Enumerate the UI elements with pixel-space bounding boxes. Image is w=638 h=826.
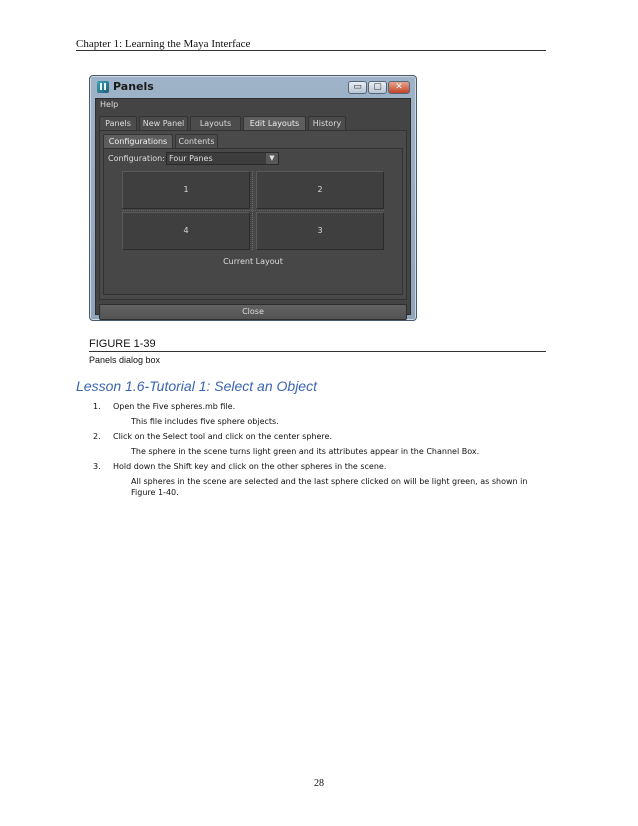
- step-number: 3.: [93, 462, 101, 471]
- panels-dialog-window: [89, 75, 417, 321]
- step-note: The sphere in the scene turns light green and its attributes appear in the Channel Box.: [131, 447, 480, 456]
- layout-pane-4[interactable]: 4: [122, 212, 250, 250]
- window-title: Panels: [113, 80, 154, 93]
- step-text: Hold down the Shift key and click on the other spheres in the scene.: [113, 462, 387, 471]
- configuration-dropdown[interactable]: [166, 152, 279, 165]
- subtab-configurations[interactable]: Configurations: [103, 134, 173, 148]
- horizontal-splitter-handle[interactable]: [122, 210, 384, 212]
- close-button[interactable]: Close: [99, 304, 407, 320]
- figure-label: FIGURE 1-39: [89, 338, 156, 350]
- edit-layouts-tab-body: [99, 130, 407, 300]
- maximize-button[interactable]: ▢: [368, 81, 387, 94]
- dialog-client-area: [95, 98, 411, 315]
- minimize-button[interactable]: ▭: [348, 81, 367, 94]
- header-rule: [76, 50, 546, 51]
- chevron-down-icon[interactable]: ▼: [266, 153, 278, 164]
- step-note: This file includes five sphere objects.: [131, 417, 279, 426]
- menu-bar: [96, 99, 410, 115]
- maya-app-icon: [97, 81, 109, 93]
- step-text: Open the Five spheres.mb file.: [113, 402, 236, 411]
- tab-history[interactable]: History: [308, 116, 346, 130]
- layout-pane-1[interactable]: 1: [122, 171, 250, 209]
- step-number: 2.: [93, 432, 101, 441]
- subtab-contents[interactable]: Contents: [175, 134, 218, 148]
- configuration-value: Four Panes: [169, 154, 213, 163]
- close-window-button[interactable]: ✕: [388, 81, 410, 94]
- figure-rule: [89, 351, 546, 352]
- step-number: 1.: [93, 402, 101, 411]
- running-header: Chapter 1: Learning the Maya Interface: [76, 38, 251, 50]
- tab-layouts[interactable]: Layouts: [190, 116, 241, 130]
- configurations-panel: [103, 148, 403, 295]
- tab-panels[interactable]: Panels: [99, 116, 137, 130]
- layout-pane-3[interactable]: 3: [256, 212, 384, 250]
- lesson-heading: Lesson 1.6-Tutorial 1: Select an Object: [76, 378, 317, 394]
- tab-new-panel[interactable]: New Panel: [139, 116, 188, 130]
- tab-edit-layouts[interactable]: Edit Layouts: [243, 116, 306, 130]
- configuration-label: Configuration:: [108, 154, 165, 163]
- title-bar[interactable]: [90, 76, 416, 98]
- step-note: All spheres in the scene are selected and the last sphere clicked on will be light green, as shown in Figure 1-40.: [131, 477, 528, 497]
- step-text: Click on the Select tool and click on the center sphere.: [113, 432, 332, 441]
- page-number: 28: [314, 778, 324, 789]
- current-layout-label: Current Layout: [223, 257, 283, 266]
- figure-caption: Panels dialog box: [89, 355, 161, 365]
- menu-help[interactable]: Help: [100, 100, 119, 109]
- layout-pane-2[interactable]: 2: [256, 171, 384, 209]
